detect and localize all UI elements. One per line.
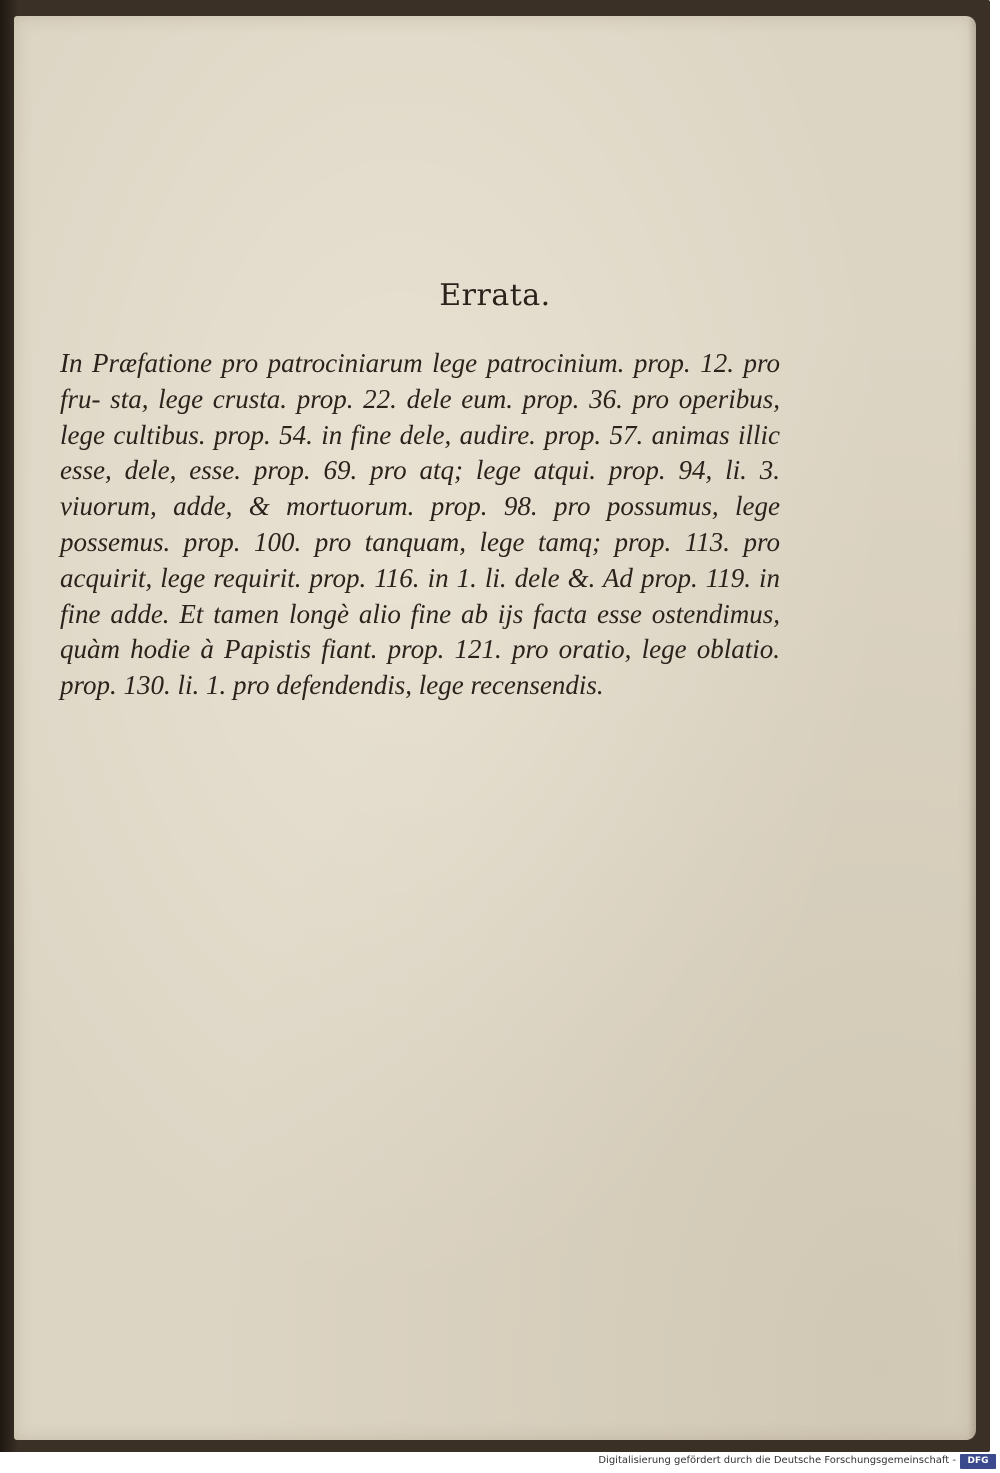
book-page	[14, 16, 976, 1440]
page-heading: Errata.	[439, 278, 551, 313]
errata-paragraph: In Præfatione pro patrociniarum lege patrocinium. prop. 12. pro fru- sta, lege crusta. prop. 22. dele eum. prop. 36. pro operibus, lege cultibus. prop. 54. in fine dele, audire. prop. 57. animas illic esse, dele, esse. prop. 69. pro atq; lege atqui. prop. 94, li. 3. viuorum, adde, & mortuorum. prop. 98. pro possumus, lege possemus. prop. 100. pro tanquam, lege tamq; prop. 113. pro acquirit, lege requirit. prop. 116. in 1. li. dele &. Ad prop. 119. in fine adde. Et tamen longè alio fine ab ijs facta esse ostendimus, quàm hodie à Papistis fiant. prop. 121. pro oratio, lege oblatio. prop. 130. li. 1. pro defendendis, lege recensendis.	[60, 348, 780, 701]
digitization-footer	[0, 1452, 1000, 1473]
page-edge-shadow	[968, 16, 976, 1440]
digitization-credit: Digitalisierung gefördert durch die Deutsche Forschungsgemeinschaft -	[598, 1455, 956, 1466]
dfg-logo-icon: DFG	[960, 1454, 996, 1469]
